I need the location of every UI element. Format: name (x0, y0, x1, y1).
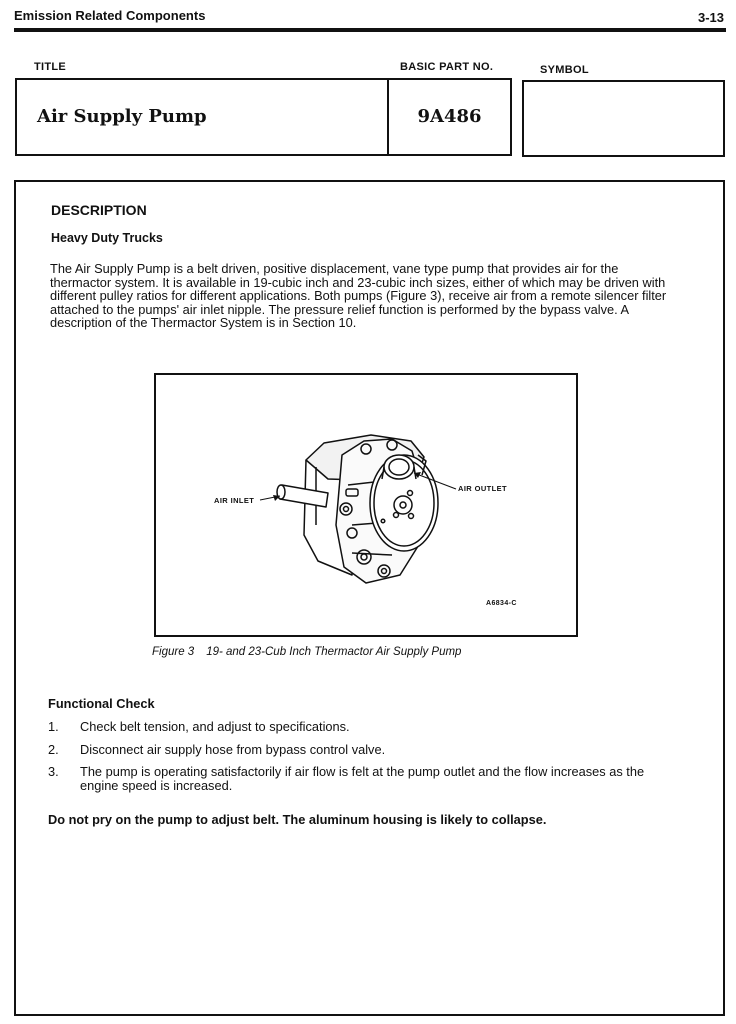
header-rule (14, 28, 726, 32)
list-item (48, 743, 668, 757)
description-paragraph: The Air Supply Pump is a belt driven, positive displacement, vane type pump that provides air for the thermactor system. It is available in 19-cubic inch and 23-cubic inch sizes, either of which may be driven with different pulley ratios for different applications. Both pumps (Figure 3), receive air from a remote silencer filter attached to the pumps' air inlet nipple. The pressure relief function is performed by the bypass valve. A description of the Thermactor System is in Section 10. (50, 261, 667, 330)
step-text: The pump is operating satisfactorily if air flow is felt at the pump outlet and the flow increases as the engine speed is increased. (80, 764, 645, 793)
title-box (15, 78, 389, 156)
symbol-label: SYMBOL (540, 64, 589, 76)
step-number: 1. (48, 719, 59, 734)
part-number: 9A486 (417, 106, 482, 127)
functional-check-steps (48, 720, 668, 792)
figure-caption-text: 19- and 23-Cub Inch Thermactor Air Supply Pump (206, 646, 462, 658)
figure-caption (152, 646, 461, 658)
symbol-box (522, 80, 725, 157)
step-number: 3. (48, 764, 59, 779)
air-inlet-label: AIR INLET (214, 496, 255, 505)
figure-code: A6834-C (486, 600, 517, 607)
page-number: 3-13 (697, 10, 724, 25)
warning-note: Do not pry on the pump to adjust belt. The aluminum housing is likely to collapse. (48, 812, 547, 827)
figure-number: Figure 3 (152, 646, 195, 658)
part-number-label: BASIC PART NO. (400, 61, 494, 73)
list-item (48, 720, 668, 734)
step-number: 2. (48, 741, 59, 757)
component-title: Air Supply Pump (37, 106, 207, 127)
title-label: TITLE (34, 61, 67, 73)
list-item (48, 765, 668, 792)
air-outlet-label: AIR OUTLET (458, 484, 507, 493)
part-number-box (387, 78, 512, 156)
figure-frame (154, 373, 578, 637)
step-text: Check belt tension, and adjust to specifications. (80, 719, 350, 734)
step-text: Disconnect air supply hose from bypass control valve. (80, 741, 386, 757)
section-title: Emission Related Components (14, 8, 206, 23)
description-subheading: Heavy Duty Trucks (51, 231, 163, 245)
description-heading: DESCRIPTION (51, 202, 147, 218)
air-pump-illustration (156, 375, 576, 635)
functional-check-heading: Functional Check (48, 696, 155, 711)
